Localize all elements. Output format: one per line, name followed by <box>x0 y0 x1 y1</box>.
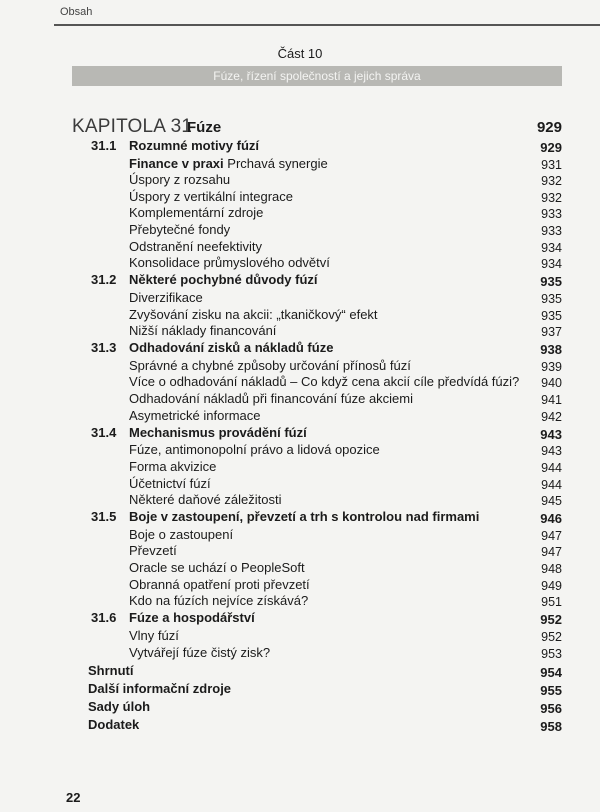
section-page: 943 <box>540 427 562 442</box>
header-rule <box>54 24 600 26</box>
section-title: Fúze a hospodářství <box>129 610 255 625</box>
subsection-text: Vytvářejí fúze čistý zisk? <box>129 645 271 660</box>
subsection-title <box>129 358 411 373</box>
subsection-text: Přebytečné fondy <box>129 222 231 237</box>
section-page: 952 <box>540 612 562 627</box>
subsection-title <box>129 459 216 474</box>
subsection-text: Asymetrické informace <box>129 408 261 423</box>
backmatter-page: 958 <box>540 719 562 734</box>
subsection-page: 935 <box>541 292 562 306</box>
section-title: Některé pochybné důvody fúzí <box>129 272 318 287</box>
subsection-page: 933 <box>541 207 562 221</box>
subsection-text: Úspory z vertikální integrace <box>129 189 294 204</box>
chapter-name: Fúze <box>187 119 222 136</box>
subsection-text: Oracle se uchází o PeopleSoft <box>129 560 305 575</box>
section-number: 31.6 <box>91 610 117 625</box>
subsection-title <box>129 391 413 406</box>
part-title: Část 10 <box>277 46 323 61</box>
backmatter-page: 956 <box>540 701 562 716</box>
backmatter-title: Dodatek <box>88 717 140 732</box>
backmatter-title: Další informační zdroje <box>88 681 232 696</box>
subsection-text: Úspory z rozsahu <box>129 172 231 187</box>
subsection-text: Odhadování nákladů při financování fúze akciemi <box>129 391 414 406</box>
subsection-title <box>129 323 276 338</box>
subsection-text: Forma akvizice <box>129 459 217 474</box>
subsection-text: Prchavá synergie <box>223 156 328 171</box>
subsection-page: 944 <box>541 461 562 475</box>
subsection-page: 945 <box>541 494 562 508</box>
subsection-page: 935 <box>541 309 562 323</box>
subsection-page: 932 <box>541 191 562 205</box>
section-page: 929 <box>540 140 562 155</box>
subsection-title <box>129 156 328 171</box>
subsection-text: Vlny fúzí <box>129 628 179 643</box>
subsection-page: 934 <box>541 241 562 255</box>
subsection-text: Fúze, antimonopolní právo a lidová opozice <box>129 442 380 457</box>
subsection-page: 940 <box>541 376 562 390</box>
subsection-page: 951 <box>541 595 562 609</box>
subsection-text: Odstranění neefektivity <box>129 239 262 254</box>
subsection-page: 943 <box>541 444 562 458</box>
subsection-title <box>129 374 519 389</box>
subsection-page: 934 <box>541 257 562 271</box>
section-page: 946 <box>540 511 562 526</box>
subsection-title <box>129 628 179 643</box>
subsection-title <box>129 189 293 204</box>
section-number: 31.4 <box>91 425 117 440</box>
subsection-title <box>129 593 308 608</box>
subsection-text: Diverzifikace <box>129 290 203 305</box>
subsection-text: Konsolidace průmyslového odvětví <box>129 255 330 270</box>
section-number: 31.3 <box>91 340 117 355</box>
subsection-page: 952 <box>541 630 562 644</box>
section-page: 935 <box>540 274 562 289</box>
running-head: Obsah <box>60 6 93 18</box>
subsection-page: 948 <box>541 562 562 576</box>
backmatter-page: 954 <box>540 665 562 680</box>
subsection-title <box>129 255 330 270</box>
subsection-title <box>129 239 262 254</box>
section-title: Boje v zastoupení, převzetí a trh s kontrolou nad firmami <box>129 509 480 524</box>
section-title: Rozumné motivy fúzí <box>129 138 260 153</box>
subsection-page: 933 <box>541 224 562 238</box>
subsection-text: Některé daňové záležitosti <box>129 492 282 507</box>
subsection-title <box>129 172 230 187</box>
subsection-title <box>129 442 380 457</box>
section-title: Mechanismus provádění fúzí <box>129 425 307 440</box>
backmatter-page: 955 <box>540 683 562 698</box>
chapter-label: KAPITOLA 31 <box>72 116 193 137</box>
subsection-bold-label: Finance v praxi <box>129 156 224 171</box>
backmatter-title: Shrnutí <box>88 663 134 678</box>
subsection-page: 944 <box>541 478 562 492</box>
subsection-text: Zvyšování zisku na akcii: „tkaničkový“ efekt <box>129 307 378 322</box>
subsection-text: Boje o zastoupení <box>129 527 234 542</box>
section-number: 31.5 <box>91 509 117 524</box>
backmatter-title: Sady úloh <box>88 699 151 714</box>
subsection-title <box>129 527 233 542</box>
subsection-title <box>129 645 270 660</box>
subsection-text: Kdo na fúzích nejvíce získává? <box>129 593 309 608</box>
subsection-page: 947 <box>541 529 562 543</box>
section-title: Odhadování zisků a nákladů fúze <box>129 340 334 355</box>
subsection-text: Účetnictví fúzí <box>129 476 211 491</box>
section-page: 938 <box>540 342 562 357</box>
subsection-title <box>129 543 177 558</box>
subsection-text: Obranná opatření proti převzetí <box>129 577 310 592</box>
subsection-title <box>129 307 378 322</box>
subsection-title <box>129 492 281 507</box>
subsection-title <box>129 205 263 220</box>
subsection-title <box>129 476 211 491</box>
subsection-text: Více o odhadování nákladů – Co když cena akcií cíle předvídá fúzi? <box>129 374 520 389</box>
subsection-page: 949 <box>541 579 562 593</box>
subsection-page: 947 <box>541 545 562 559</box>
subsection-title <box>129 222 230 237</box>
subsection-text: Nižší náklady financování <box>129 323 277 338</box>
subsection-page: 937 <box>541 325 562 339</box>
subsection-page: 931 <box>541 158 562 172</box>
section-number: 31.2 <box>91 272 117 287</box>
subsection-page: 932 <box>541 174 562 188</box>
subsection-page: 953 <box>541 647 562 661</box>
subsection-page: 941 <box>541 393 562 407</box>
subsection-title <box>129 577 310 592</box>
subsection-title <box>129 560 305 575</box>
subsection-page: 942 <box>541 410 562 424</box>
subsection-title <box>129 290 203 305</box>
section-number: 31.1 <box>91 138 117 153</box>
subsection-title <box>129 408 260 423</box>
subsection-text: Správné a chybné způsoby určování přínosů fúzí <box>129 358 411 373</box>
subsection-page: 939 <box>541 360 562 374</box>
chapter-page: 929 <box>536 119 562 136</box>
page-number: 22 <box>66 790 81 805</box>
part-subtitle-band: Fúze, řízení společností a jejich správa <box>72 66 562 86</box>
subsection-text: Komplementární zdroje <box>129 205 264 220</box>
subsection-text: Převzetí <box>129 543 177 558</box>
